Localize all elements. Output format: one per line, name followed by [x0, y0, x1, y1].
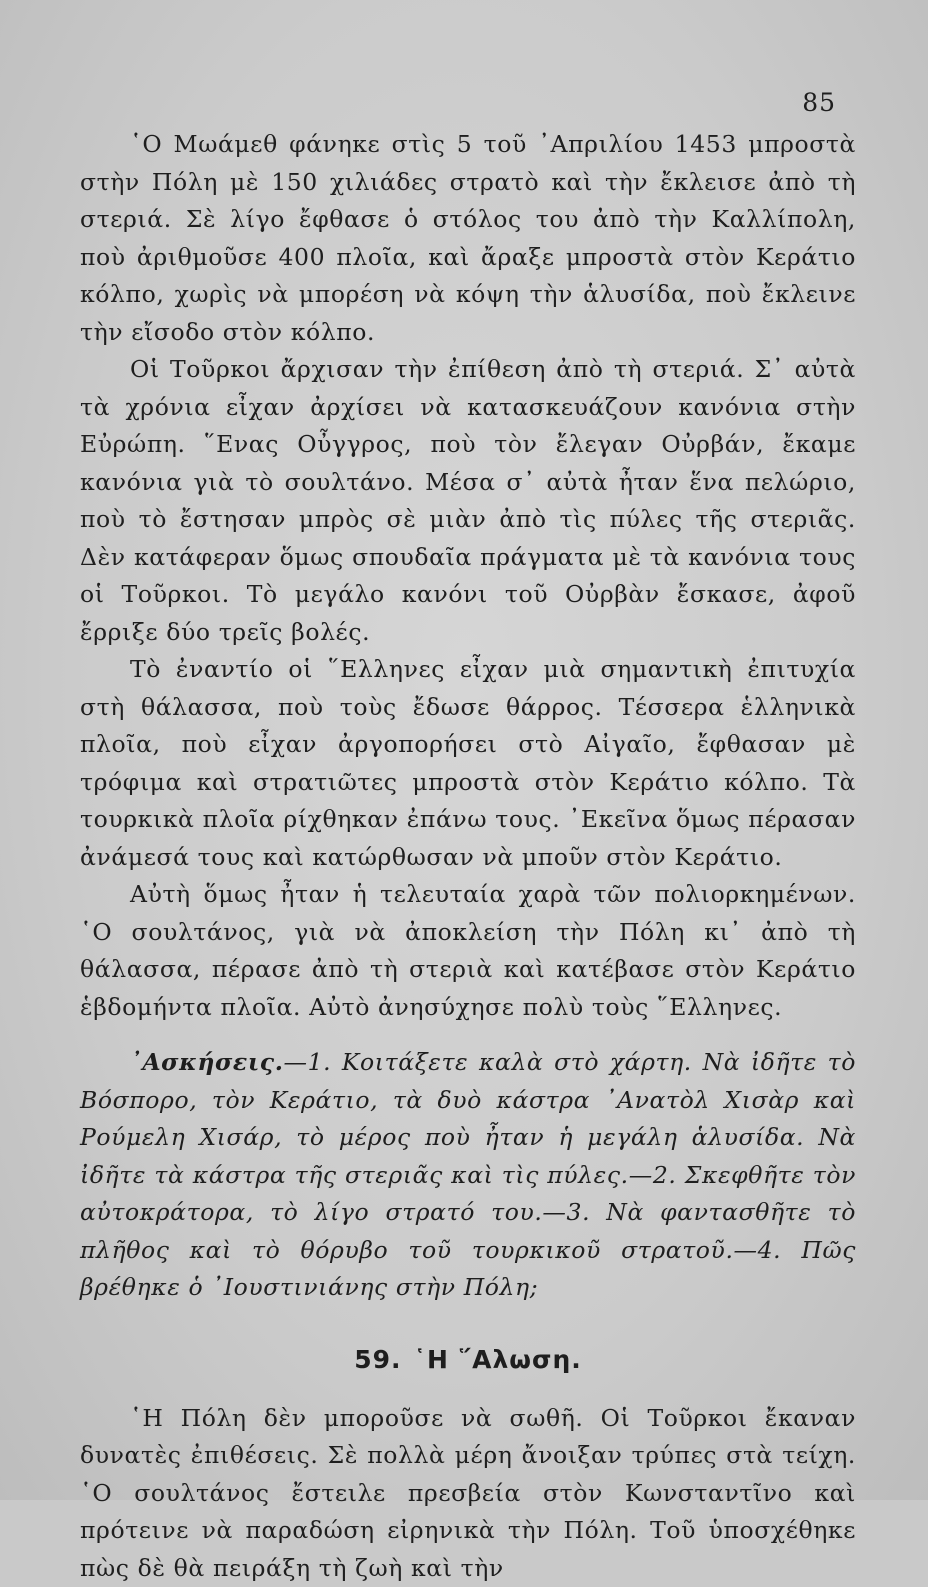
paragraph: ῾Η Πόλη δὲν μποροῦσε νὰ σωθῆ. Οἱ Τοῦρκοι ἔκαναν δυνατὲς ἐπιθέσεις. Σὲ πολλὰ μέρη ἄνοιξαν τρύπες στὰ τείχη. ῾Ο σουλτάνος ἔστειλε πρεσβεία στὸν Κωνσταντῖνο καὶ πρότεινε νὰ παραδώση εἰρηνικὰ τὴν Πόλη. Τοῦ ὑποσχέθηκε πὼς δὲ θὰ πειράξη τὴ ζωὴ καὶ τὴν	[80, 1400, 856, 1587]
section-body	[80, 1400, 856, 1587]
paragraph: Αὐτὴ ὅμως ἦταν ἡ τελευταία χαρὰ τῶν πολιορκημένων. ῾Ο σουλτάνος, γιὰ νὰ ἀποκλείση τὴν Πόλη κι᾿ ἀπὸ τὴ θάλασσα, πέρασε ἀπὸ τὴ στεριὰ καὶ κατέβασε στὸν Κεράτιο ἑβδομήντα πλοῖα. Αὐτὸ ἀνησύχησε πολὺ τοὺς ῞Ελληνες.	[80, 876, 856, 1026]
exercises-text: —1. Κοιτάξετε καλὰ στὸ χάρτη. Νὰ ἰδῆτε τὸ Βόσπορο, τὸν Κεράτιο, τὰ δυὸ κάστρα ᾿Ανατὸλ Χισὰρ καὶ Ρούμελη Χισάρ, τὸ μέρος ποὺ ἦταν ἡ μεγάλη ἁλυσίδα. Νὰ ἰδῆτε τὰ κάστρα τῆς στεριᾶς καὶ τὶς πύλες.—2. Σκεφθῆτε τὸν αὐτοκράτορα, τὸ λίγο στρατό του.—3. Νὰ φαντασθῆτε τὸ πλῆθος καὶ τὸ θόρυβο τοῦ τουρκικοῦ στρατοῦ.—4. Πῶς βρέθηκε ὁ ᾿Ιουστινιάνης στὴν Πόλη;	[80, 1048, 856, 1301]
paragraph: Οἱ Τοῦρκοι ἄρχισαν τὴν ἐπίθεση ἀπὸ τὴ στεριά. Σ᾿ αὐτὰ τὰ χρόνια εἶχαν ἀρχίσει νὰ κατασκευάζουν κανόνια στὴν Εὐρώπη. ῞Ενας Οὖγγρος, ποὺ τὸν ἔλεγαν Οὐρβάν, ἔκαμε κανόνια γιὰ τὸ σουλτάνο. Μέσα σ᾿ αὐτὰ ἦταν ἕνα πελώριο, ποὺ τὸ ἔστησαν μπρὸς σὲ μιὰν ἀπὸ τὶς πύλες τῆς στεριᾶς. Δὲν κατάφεραν ὅμως σπουδαῖα πράγματα μὲ τὰ κανόνια τους οἱ Τοῦρκοι. Τὸ μεγάλο κανόνι τοῦ Οὐρβὰν ἔσκασε, ἀφοῦ ἔρριξε δύο τρεῖς βολές.	[80, 351, 856, 651]
section-heading	[80, 1345, 856, 1374]
section-title: ῾Η ῞Αλωση.	[414, 1345, 582, 1374]
paragraph: ῾Ο Μωάμεθ φάνηκε στὶς 5 τοῦ ᾿Απριλίου 1453 μπροστὰ στὴν Πόλη μὲ 150 χιλιάδες στρατὸ καὶ τὴν ἔκλεισε ἀπὸ τὴ στεριά. Σὲ λίγο ἔφθασε ὁ στόλος του ἀπὸ τὴν Καλλίπολη, ποὺ ἀριθμοῦσε 400 πλοῖα, καὶ ἄραξε μπροστὰ στὸν Κεράτιο κόλπο, χωρὶς νὰ μπορέση νὰ κόψη τὴν ἁλυσίδα, ποὺ ἔκλεινε τὴν εἴσοδο στὸν κόλπο.	[80, 126, 856, 351]
section-number: 59.	[354, 1345, 401, 1374]
chapter-body	[80, 126, 856, 1026]
page-number: 85	[802, 88, 836, 117]
paragraph: Τὸ ἐναντίο οἱ ῞Ελληνες εἶχαν μιὰ σημαντικὴ ἐπιτυχία στὴ θάλασσα, ποὺ τοὺς ἔδωσε θάρρος. Τέσσερα ἑλληνικὰ πλοῖα, ποὺ εἶχαν ἀργοπορήσει στὸ Αἰγαῖο, ἔφθασαν μὲ τρόφιμα καὶ στρατιῶτες μπροστὰ στὸν Κεράτιο κόλπο. Τὰ τουρκικὰ πλοῖα ρίχθηκαν ἐπάνω τους. ᾿Εκεῖνα ὅμως πέρασαν ἀνάμεσά τους καὶ κατώρθωσαν νὰ μποῦν στὸν Κεράτιο.	[80, 651, 856, 876]
exercises-label: ᾿Ασκήσεις.	[130, 1048, 283, 1076]
exercises-block	[80, 1044, 856, 1307]
